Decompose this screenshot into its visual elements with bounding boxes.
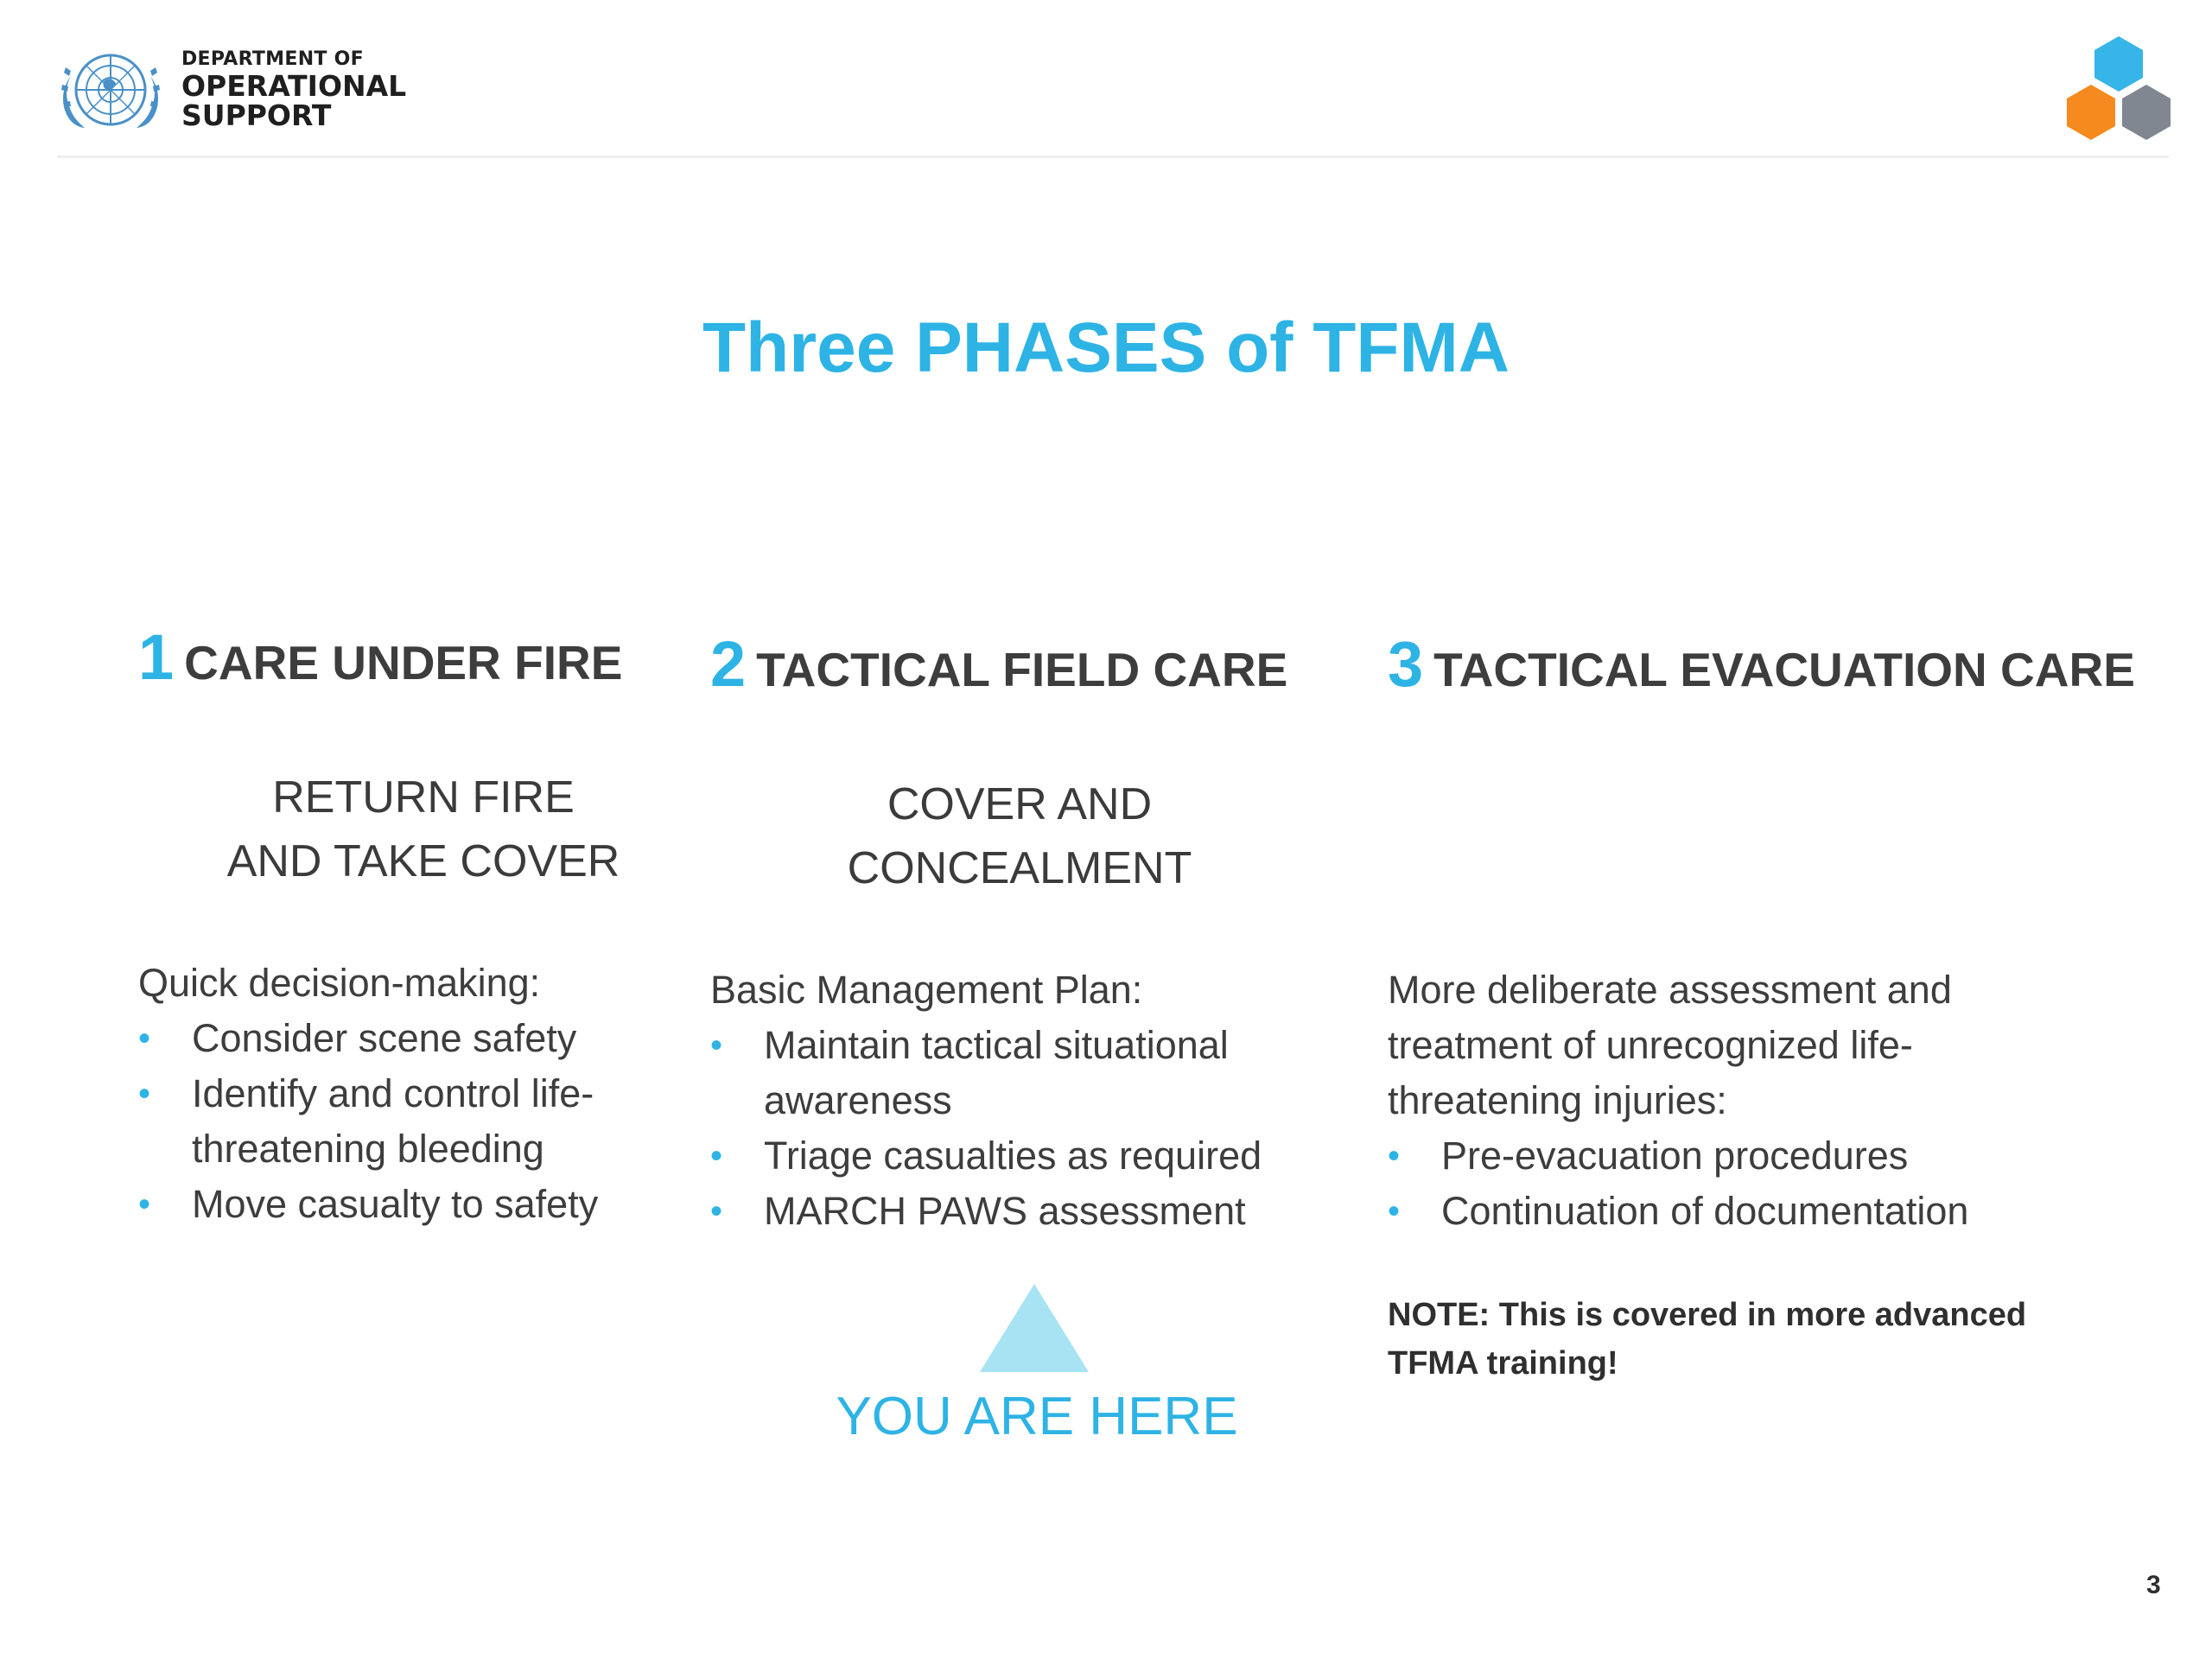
phase-3-note [1388, 1291, 2026, 1388]
phase-3-intro-line: threatening injuries: [1388, 1078, 1727, 1122]
phase-1-intro: Quick decision-making: [138, 961, 541, 1005]
you-are-here-label: YOU ARE HERE [836, 1387, 1238, 1446]
phase-2-action [795, 772, 1244, 900]
phase-3-number: 3 [1388, 628, 1424, 700]
list-item: • Move casualty to safety [138, 1177, 598, 1232]
phase-1-bullet-list [138, 1011, 598, 1232]
phase-1-name: CARE UNDER FIRE [184, 636, 623, 689]
phase-2-intro: Basic Management Plan: [710, 968, 1143, 1012]
phase-3-name: TACTICAL EVACUATION CARE [1433, 643, 2135, 696]
phase-3-bullet-list [1388, 1128, 1968, 1239]
phase-3-intro-line: treatment of unrecognized life- [1388, 1023, 1913, 1067]
phase-1-number: 1 [138, 621, 175, 693]
phase-2-number: 2 [710, 628, 747, 700]
hexagon-gray [2122, 85, 2171, 140]
header-divider [57, 156, 2169, 158]
phase-1-action [207, 765, 639, 893]
un-emblem-icon [54, 41, 168, 140]
hexagon-orange [2067, 85, 2115, 140]
department-line-1: DEPARTMENT OF [181, 48, 365, 70]
page-number: 3 [2146, 1571, 2161, 1599]
department-line-3: SUPPORT [181, 98, 332, 132]
phase-2-heading [710, 627, 1287, 701]
phase-1-heading [138, 620, 622, 694]
phase-3-intro [1388, 962, 1952, 1128]
phase-2-bullet-list [710, 1018, 1262, 1239]
list-item: • Pre-evacuation procedures [1388, 1128, 1968, 1184]
phase-1-action-line: RETURN FIRE [272, 772, 575, 823]
list-item: • MARCH PAWS assessment [710, 1184, 1262, 1239]
phase-2-action-line: COVER AND [887, 779, 1153, 829]
phase-1-action-line: AND TAKE COVER [226, 836, 620, 886]
list-item: • Maintain tactical situational awareness [710, 1018, 1262, 1128]
phase-3-heading [1388, 627, 2135, 701]
phase-3-intro-line: More deliberate assessment and [1388, 968, 1952, 1012]
list-item: • Continuation of documentation [1388, 1184, 1968, 1239]
phase-2-name: TACTICAL FIELD CARE [756, 643, 1288, 696]
list-item: • Consider scene safety [138, 1011, 598, 1066]
slide-title: Three PHASES of TFMA [702, 308, 1510, 387]
hexagon-blue [2094, 36, 2143, 92]
note-line: TFMA training! [1388, 1345, 1618, 1382]
list-item: • Triage casualties as required [710, 1128, 1262, 1184]
list-item: • Identify and control life- threatening bleeding [138, 1066, 598, 1177]
phase-2-action-line: CONCEALMENT [847, 843, 1192, 893]
note-line: NOTE: This is covered in more advanced [1388, 1297, 2027, 1333]
triangle-up-icon [978, 1282, 1090, 1374]
hexagon-cluster-icon [2062, 33, 2176, 143]
department-line-2: OPERATIONAL [181, 69, 407, 103]
